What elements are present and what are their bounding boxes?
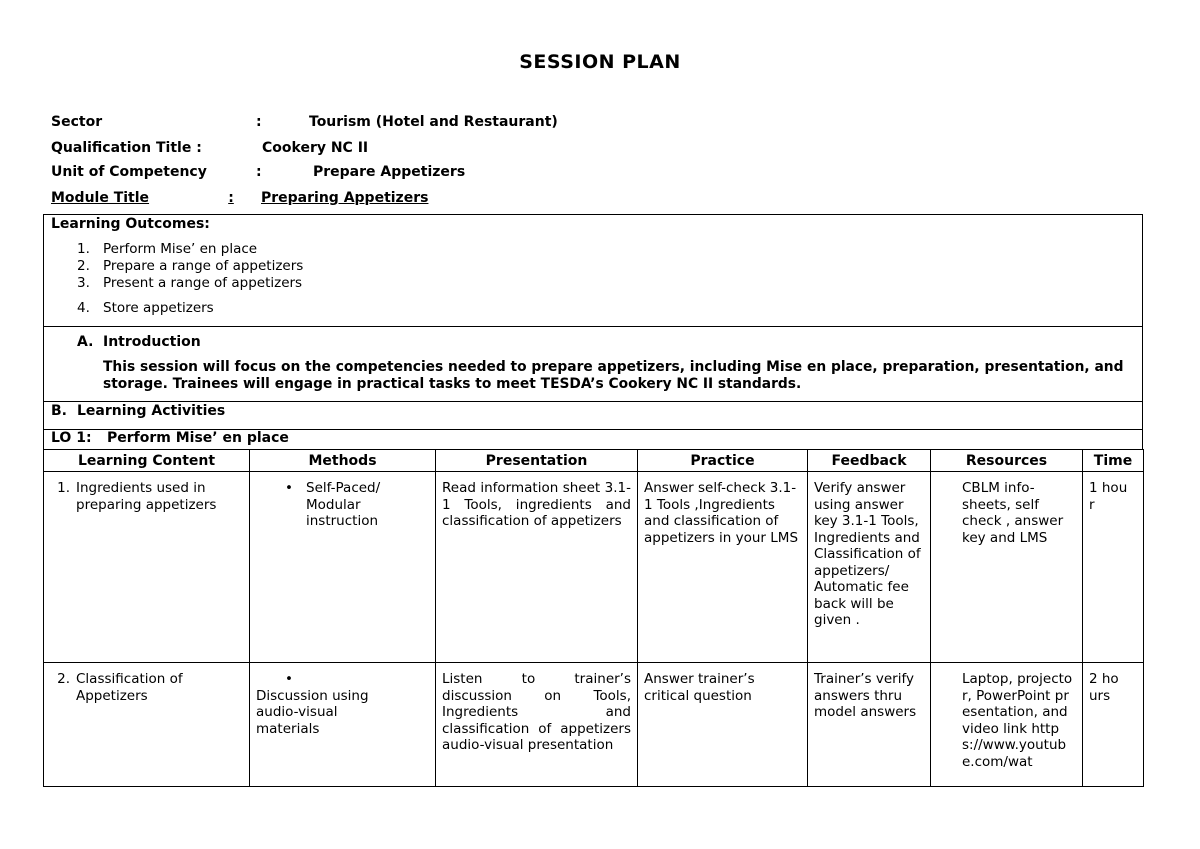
outcome-text: Prepare a range of appetizers <box>103 258 304 274</box>
learning-activities-box <box>43 401 1143 430</box>
resources-cell <box>931 472 1083 663</box>
feedback-cell <box>808 472 931 663</box>
qualification-label: Qualification Title : <box>51 140 202 156</box>
sector-label: Sector <box>51 114 103 130</box>
col-header-learning-content: Learning Content <box>44 450 250 472</box>
content-num: 2. <box>57 671 70 687</box>
table-row <box>44 663 1144 787</box>
lo1-label: LO 1: <box>51 430 92 446</box>
module-colon: : <box>228 190 234 206</box>
lo1-title: Perform Mise’ en place <box>107 430 289 446</box>
content-text: Classification of Appetizers <box>76 671 183 704</box>
table-header-row <box>44 450 1144 472</box>
outcome-text: Perform Mise’ en place <box>103 241 258 257</box>
time-cell <box>1083 663 1144 787</box>
bullet-icon: • <box>285 671 293 687</box>
practice-cell <box>638 472 808 663</box>
outcome-text: Present a range of appetizers <box>103 275 303 291</box>
outcome-num: 2. <box>77 258 90 274</box>
outcome-item <box>77 241 258 257</box>
outcome-num: 4. <box>77 300 90 316</box>
unit-colon: : <box>256 164 262 180</box>
learning-outcomes-heading: Learning Outcomes: <box>51 216 210 232</box>
practice-cell <box>638 663 808 787</box>
unit-label: Unit of Competency <box>51 164 207 180</box>
sector-colon: : <box>256 114 262 130</box>
time-cell <box>1083 472 1144 663</box>
col-header-time: Time <box>1083 450 1144 472</box>
activities-table <box>43 449 1144 787</box>
content-text: Ingredients used in preparing appetizers <box>76 480 217 513</box>
table-row <box>44 472 1144 663</box>
practice-text: Answer self-check 3.1-1 Tools ,Ingredients and classification of appetizers in your LMS <box>644 480 799 546</box>
method-text: Self-Paced/ Modular instruction <box>306 480 381 529</box>
activities-letter: B. <box>51 403 67 419</box>
unit-value: Prepare Appetizers <box>313 164 466 180</box>
resources-cell <box>931 663 1083 787</box>
bullet-icon: • <box>285 480 293 496</box>
introduction-heading: Introduction <box>103 334 201 350</box>
outcome-item <box>77 258 304 274</box>
feedback-text: Trainer’s verify answers thru model answers <box>814 671 917 720</box>
sector-value: Tourism (Hotel and Restaurant) <box>309 114 558 130</box>
resources-text: CBLM info-sheets, self check , answer key and LMS <box>962 480 1064 546</box>
presentation-text: Listen to trainer’s discussion on Tools, Ingredients and classification of appetizers audio-visual presentation <box>442 671 631 753</box>
introduction-box <box>43 326 1143 402</box>
learning-content-cell <box>44 472 250 663</box>
module-label: Module Title <box>51 190 150 206</box>
methods-cell <box>250 663 436 787</box>
col-header-resources: Resources <box>931 450 1083 472</box>
time-text: 2 hours <box>1089 671 1119 704</box>
learning-outcomes-box <box>43 214 1143 327</box>
outcome-num: 1. <box>77 241 90 257</box>
practice-text: Answer trainer’s critical question <box>644 671 755 704</box>
outcome-text: Store appetizers <box>103 300 214 316</box>
col-header-practice: Practice <box>638 450 808 472</box>
outcome-num: 3. <box>77 275 90 291</box>
resources-text: Laptop, projector, PowerPoint presentation, and video link https://www.youtube.com/wat <box>962 671 1073 770</box>
col-header-methods: Methods <box>250 450 436 472</box>
presentation-text: Read information sheet 3.1-1 Tools, ingredients and classification of appetizers <box>442 480 631 529</box>
col-header-presentation: Presentation <box>436 450 638 472</box>
time-text: 1 hour <box>1089 480 1128 513</box>
outcome-item <box>77 275 303 291</box>
presentation-cell <box>436 663 638 787</box>
module-line <box>51 190 433 208</box>
qualification-value: Cookery NC II <box>262 140 369 156</box>
feedback-text: Verify answer using answer key 3.1-1 Tools, Ingredients and Classification of appetizers/ Automatic fee back will be given . <box>814 480 921 628</box>
outcome-item <box>77 300 214 316</box>
feedback-cell <box>808 663 931 787</box>
introduction-body: This session will focus on the competencies needed to prepare appetizers, including Mise en place, preparation, presentation, and storage. Trainees will engage in practical tasks to meet TESDA’s Cookery NC II standards. <box>103 359 1124 392</box>
presentation-cell <box>436 472 638 663</box>
lo1-box <box>43 429 1143 450</box>
learning-content-cell <box>44 663 250 787</box>
activities-heading: Learning Activities <box>77 403 226 419</box>
content-num: 1. <box>57 480 70 496</box>
page-title: SESSION PLAN <box>519 51 681 73</box>
module-value: Preparing Appetizers <box>261 190 429 206</box>
col-header-feedback: Feedback <box>808 450 931 472</box>
method-text: Discussion using audio-visual materials <box>256 687 369 737</box>
methods-cell <box>250 472 436 663</box>
introduction-letter: A. <box>77 334 94 350</box>
